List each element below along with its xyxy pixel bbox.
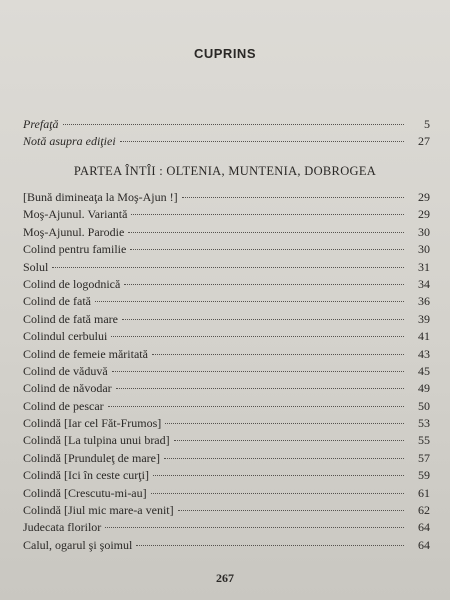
toc-entry-title: Moş-Ajunul. Parodie <box>23 224 125 239</box>
toc-entry-page: 57 <box>418 450 430 465</box>
leader-dots <box>111 336 404 337</box>
toc-entry-page: 41 <box>418 329 430 344</box>
leader-dots <box>108 406 404 407</box>
toc-entry <box>23 416 430 433</box>
toc-entry-title: Colind de văduvă <box>23 363 108 378</box>
toc-entry <box>23 117 430 134</box>
toc-entry-page: 62 <box>418 503 430 518</box>
leader-dots <box>153 475 404 476</box>
toc-entry-page: 61 <box>418 485 430 500</box>
leader-dots <box>120 141 404 142</box>
toc-entry-page: 30 <box>418 242 430 257</box>
toc-entry <box>23 538 430 555</box>
toc-entry-title: Colind pentru familie <box>23 242 127 257</box>
toc-entry-title: Judecata florilor <box>23 520 102 535</box>
leader-dots <box>122 319 404 320</box>
front-matter-list <box>23 117 430 151</box>
toc-entry <box>23 347 430 364</box>
leader-dots <box>178 510 404 511</box>
toc-entry <box>23 225 430 242</box>
toc-entry <box>23 294 430 311</box>
leader-dots <box>128 232 404 233</box>
toc-entry-title: Colindă [Jiul mic mare-a venit] <box>23 503 174 518</box>
toc-entry-title: Solul <box>23 259 49 274</box>
toc-entry <box>23 503 430 520</box>
toc-entry-page: 45 <box>418 363 430 378</box>
leader-dots <box>165 423 404 424</box>
toc-entry <box>23 486 430 503</box>
toc-entry-page: 43 <box>418 346 430 361</box>
toc-entry-page: 49 <box>418 381 430 396</box>
toc-entry-title: Calul, ogarul şi şoimul <box>23 537 133 552</box>
leader-dots <box>130 249 404 250</box>
leader-dots <box>164 458 404 459</box>
leader-dots <box>116 388 404 389</box>
toc-entry-title: Colind de femeie măritată <box>23 346 148 361</box>
toc-entry-page: 64 <box>418 520 430 535</box>
toc-entry <box>23 329 430 346</box>
toc-entry-title: Prefaţă <box>23 117 59 131</box>
leader-dots <box>105 527 404 528</box>
toc-entry <box>23 381 430 398</box>
toc-entry-title: Colind de fată <box>23 294 91 309</box>
toc-entry <box>23 399 430 416</box>
toc-entry <box>23 451 430 468</box>
toc-entry <box>23 260 430 277</box>
toc-entry <box>23 277 430 294</box>
toc-entry-title: Moş-Ajunul. Variantă <box>23 207 128 222</box>
leader-dots <box>182 197 404 198</box>
page-title: CUPRINS <box>193 46 256 61</box>
toc-entry-title: Colindă [Crescutu-mi-au] <box>23 485 147 500</box>
toc-entry <box>23 520 430 537</box>
toc-entry <box>23 364 430 381</box>
toc-entry-title: Colindă [Prunduleţ de mare] <box>23 450 160 465</box>
toc-entry-page: 34 <box>418 276 430 291</box>
toc-entry-page: 53 <box>418 416 430 431</box>
toc-entry-page: 31 <box>418 259 430 274</box>
leader-dots <box>63 124 404 125</box>
toc-list <box>23 190 430 555</box>
leader-dots <box>131 214 404 215</box>
toc-entry-title: Colind de logodnică <box>23 276 121 291</box>
toc-entry-page: 64 <box>418 537 430 552</box>
section-heading: PARTEA ÎNTÎI : OLTENIA, MUNTENIA, DOBROGEA <box>73 164 377 178</box>
leader-dots <box>112 371 404 372</box>
toc-entry-page: 50 <box>418 398 430 413</box>
toc-entry-page: 5 <box>424 117 430 131</box>
toc-entry-title: [Bună dimineaţa la Moş-Ajun !] <box>23 190 178 204</box>
leader-dots <box>151 493 404 494</box>
toc-entry-page: 55 <box>418 433 430 448</box>
toc-entry <box>23 134 430 151</box>
leader-dots <box>95 301 404 302</box>
toc-entry-title: Colindă [Ici în ceste curţi] <box>23 468 149 483</box>
toc-entry-page: 39 <box>418 311 430 326</box>
toc-entry <box>23 433 430 450</box>
toc-entry-title: Colindă [La tulpina unui brad] <box>23 433 170 448</box>
page-number: 267 <box>216 571 234 585</box>
toc-entry <box>23 207 430 224</box>
leader-dots <box>124 284 404 285</box>
toc-entry-title: Notă asupra ediţiei <box>23 134 116 148</box>
toc-entry <box>23 468 430 485</box>
toc-entry-title: Colindă [Iar cel Făt-Frumos] <box>23 416 162 431</box>
toc-entry-title: Colind de năvodar <box>23 381 112 396</box>
toc-entry <box>23 242 430 259</box>
toc-entry <box>23 312 430 329</box>
toc-entry-page: 59 <box>418 468 430 483</box>
leader-dots <box>152 354 404 355</box>
toc-entry-page: 27 <box>418 134 430 148</box>
toc-entry-title: Colind de pescar <box>23 398 104 413</box>
toc-entry-title: Colindul cerbului <box>23 329 108 344</box>
toc-entry <box>23 190 430 207</box>
toc-entry-page: 29 <box>418 190 430 204</box>
toc-entry-page: 30 <box>418 224 430 239</box>
toc-entry-page: 29 <box>418 207 430 222</box>
toc-entry-title: Colind de fată mare <box>23 311 118 326</box>
leader-dots <box>136 545 404 546</box>
leader-dots <box>52 267 404 268</box>
toc-entry-page: 36 <box>418 294 430 309</box>
leader-dots <box>174 440 404 441</box>
